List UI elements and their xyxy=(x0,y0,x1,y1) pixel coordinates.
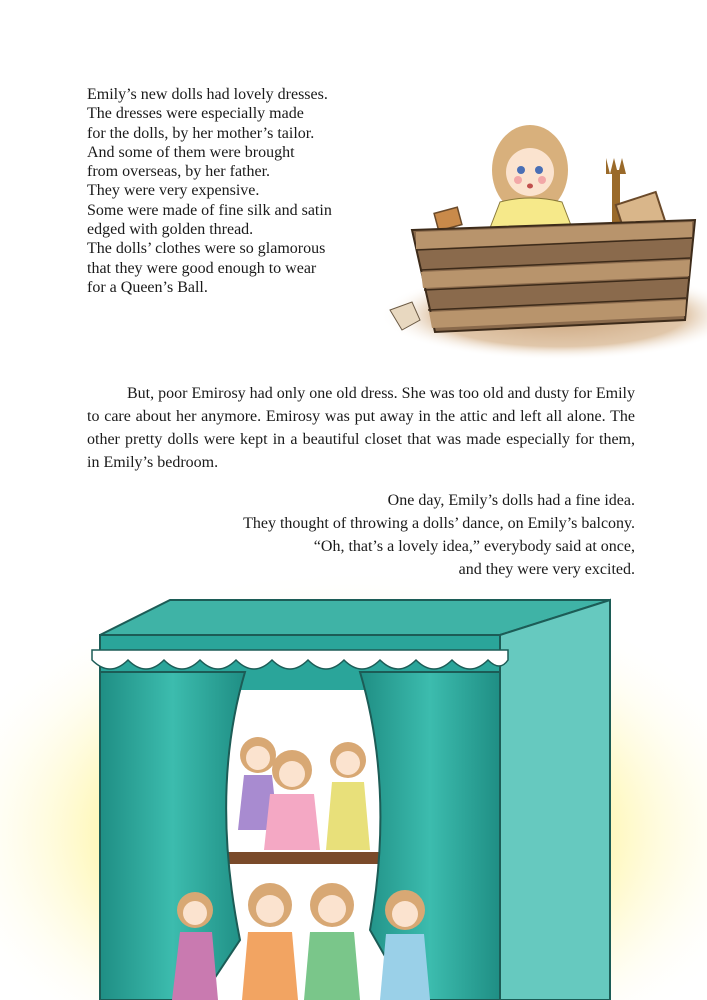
text-line: from overseas, by her father. xyxy=(87,163,271,181)
text-line: And some of them were brought xyxy=(87,143,295,161)
text-line: that they were good enough to wear xyxy=(87,259,317,277)
text-line: “Oh, that’s a lovely idea,” everybody said at once, xyxy=(313,538,635,555)
text-line: for a Queen’s Ball. xyxy=(87,278,208,296)
text-line: Emily’s new dolls had lovely dresses. xyxy=(87,86,328,103)
text-line: The dresses were especially made xyxy=(87,105,304,123)
text-line: for the dolls, by her mother’s tailor. xyxy=(87,124,315,142)
text-line: They were very expensive. xyxy=(87,182,260,200)
text-line: Some were made of fine silk and satin xyxy=(87,201,332,219)
text-line: They thought of throwing a dolls’ dance, on Emily’s balcony. xyxy=(243,515,635,532)
paragraph-emirosy: But, poor Emirosy had only one old dress. She was too old and dusty for Emily to care about her anymore. Emirosy was put away in the attic and left all alone. The other pretty dolls were kept in a beautiful closet that was made especially for them, in Emily’s bedroom. xyxy=(87,385,635,471)
text-line: The dolls’ clothes were so glamorous xyxy=(87,240,326,258)
dolls-closet-illustration xyxy=(0,560,707,1000)
doll-in-box-illustration xyxy=(350,110,707,360)
text-line: One day, Emily’s dolls had a fine idea. xyxy=(387,492,635,509)
text-line: edged with golden thread. xyxy=(87,221,254,239)
